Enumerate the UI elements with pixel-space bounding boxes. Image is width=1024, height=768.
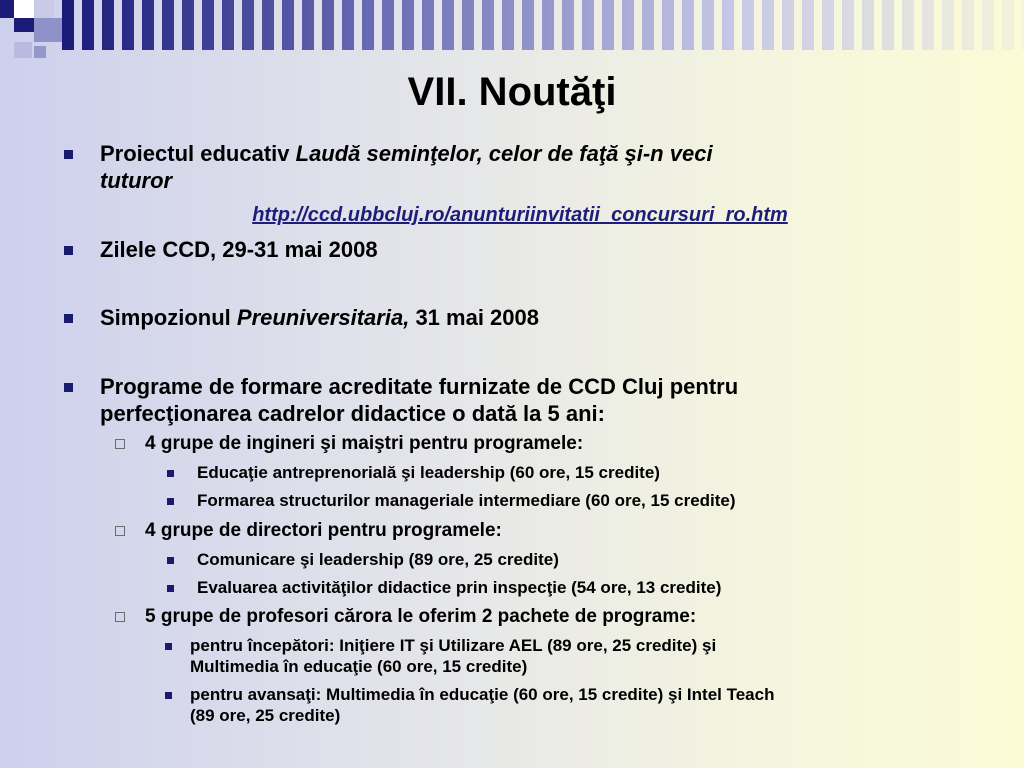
- list-item-continuation: tuturor: [100, 168, 173, 193]
- list-item: Simpozionul Preuniversitaria, 31 mai 2008: [100, 305, 539, 330]
- link-row: [0, 203, 1024, 227]
- decor-square: [14, 0, 34, 18]
- subsublist-item: Evaluarea activităţilor didactice prin inspecţie (54 ore, 13 credite): [197, 578, 722, 597]
- bullet-square-icon: [64, 314, 73, 323]
- bullet-square-icon: [64, 246, 73, 255]
- ccd-link[interactable]: http://ccd.ubbcluj.ro/anunturiinvitatii_concursuri_ro.htm: [252, 204, 788, 226]
- list-item: Zilele CCD, 29-31 mai 2008: [100, 237, 378, 262]
- bullet-small-square-icon: [167, 470, 174, 477]
- bullet-small-square-icon: [165, 643, 172, 650]
- slide-title: VII. Noutăţi: [407, 70, 617, 114]
- bullet-small-square-icon: [167, 585, 174, 592]
- bullet-small-square-icon: [167, 498, 174, 505]
- bullet-hollow-square-icon: [115, 612, 125, 622]
- subsublist-item: pentru începători: Iniţiere IT şi Utilizare AEL (89 ore, 25 credite) şi: [190, 636, 717, 655]
- subsublist-item: Educaţie antreprenorială şi leadership (60 ore, 15 credite): [197, 463, 660, 482]
- bullet-hollow-square-icon: [115, 526, 125, 536]
- bullet-square-icon: [64, 150, 73, 159]
- list-item: Proiectul educativ Laudă seminţelor, celor de faţă şi-n veci: [100, 141, 713, 166]
- bullet-hollow-square-icon: [115, 439, 125, 449]
- decor-square: [0, 0, 14, 18]
- subsublist-item: Formarea structurilor manageriale intermediare (60 ore, 15 credite): [197, 491, 736, 510]
- decor-square: [34, 0, 54, 18]
- bullet-square-icon: [64, 383, 73, 392]
- decor-square: [34, 18, 62, 42]
- decor-square: [34, 46, 46, 58]
- decor-square: [14, 18, 34, 32]
- decor-square: [14, 42, 32, 58]
- sublist-item: 4 grupe de ingineri şi maiştri pentru programele:: [145, 433, 584, 454]
- subsublist-item-continuation: (89 ore, 25 credite): [190, 706, 341, 725]
- list-item-continuation: perfecţionarea cadrelor didactice o dată la 5 ani:: [100, 401, 605, 426]
- bullet-small-square-icon: [165, 692, 172, 699]
- bullet-small-square-icon: [167, 557, 174, 564]
- subsublist-item-continuation: Multimedia în educaţie (60 ore, 15 credite): [190, 657, 528, 676]
- subsublist-item: pentru avansaţi: Multimedia în educaţie (60 ore, 15 credite) şi Intel Teach: [190, 685, 775, 704]
- list-item: Programe de formare acreditate furnizate de CCD Cluj pentru: [100, 374, 739, 399]
- decor-stripe-band: [62, 0, 1024, 50]
- subsublist-item: Comunicare şi leadership (89 ore, 25 credite): [197, 550, 559, 569]
- sublist-item: 5 grupe de profesori cărora le oferim 2 pachete de programe:: [145, 606, 697, 627]
- sublist-item: 4 grupe de directori pentru programele:: [145, 520, 502, 541]
